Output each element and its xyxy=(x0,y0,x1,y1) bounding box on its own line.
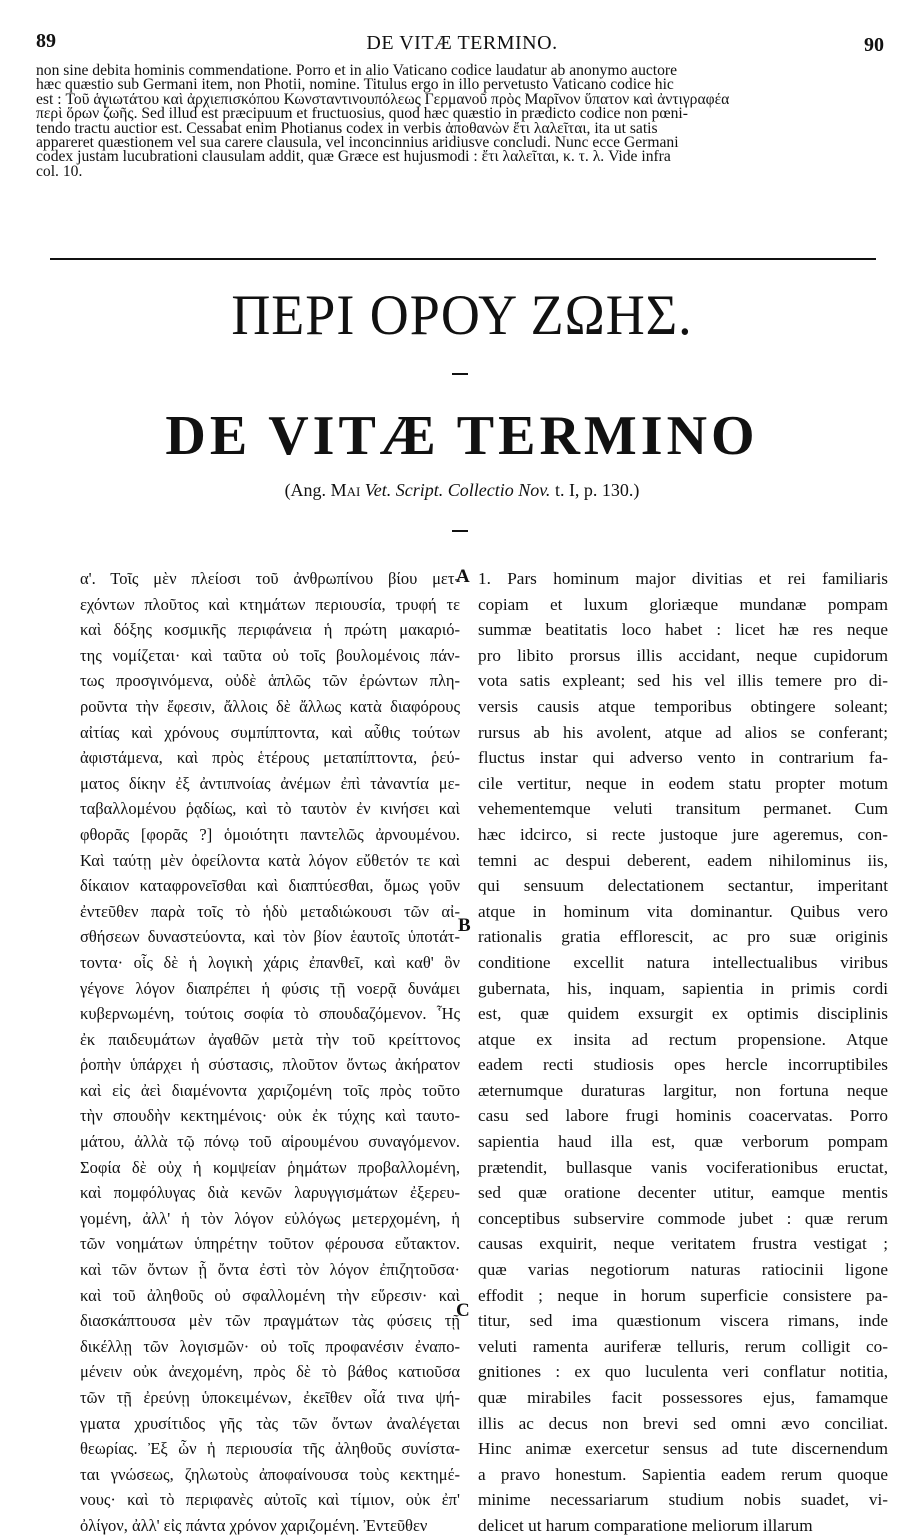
greek-text-line: της νομίζεται· καὶ ταῦτα οὐ τοῖς βουλομένοις πάν- xyxy=(80,645,460,665)
latin-text-line: sapientia haud illa est, quæ verborum pompam xyxy=(478,1132,888,1152)
greek-text-line: θεωρίας. Ἐξ ὧν ἡ περιουσία τῆς ἀληθοῦς συνίστα- xyxy=(80,1439,460,1459)
latin-text-line: rationalis gratia efflorescit, ac pro suæ originis xyxy=(478,927,888,947)
latin-text-line: quæ varias negotiorum naturas ratiocinii ligone xyxy=(478,1260,888,1280)
greek-text-line: μένειν οὐκ ἀνεχομένη, πρὸς δὲ τὸ βάθος κατιοῦσα xyxy=(80,1362,460,1382)
greek-text-column xyxy=(80,566,460,1539)
greek-text-line: ται γνώσεως, ζηλωτοὺς ἀποφαίνουσα τοὺς κεκτημέ- xyxy=(80,1464,460,1484)
source-author: Mai xyxy=(330,480,361,500)
greek-text-line: ἐντεῦθεν παρὰ τοῖς τὸ ἡδὺ μεταδιώκουσι τῶν αἰ- xyxy=(80,901,460,921)
latin-text-line: quæ mirabiles facit possessores ejus, famamque xyxy=(478,1388,888,1407)
latin-text-line: illis ac decus non brevi sed omni ævo conciliat. xyxy=(478,1413,888,1433)
greek-text-line: καὶ πομφόλυγας διὰ κενῶν λαρυγγισμάτων ἐξερευ- xyxy=(80,1183,460,1203)
latin-text-line: summæ beatitatis loco habet : licet hæ res neque xyxy=(478,620,888,640)
greek-text-line: εχόντων πλοῦτος καὶ κτημάτων περιουσία, τρυφή τε xyxy=(80,594,460,614)
greek-text-line: γομένη, ἀλλ' ἡ τὸν λόγον εὐλόγως μετερχομένη, ἡ xyxy=(80,1208,460,1228)
greek-text-line: ματος δίκην ἐξ ἀντιπνοίας ἀνέμων ἐπὶ τἀναντία με- xyxy=(80,773,460,793)
greek-text-line: δίκαιον καταφρονεῖσθαι καὶ διαπτύεσθαι, ὅμως γοῦν xyxy=(80,876,460,896)
greek-text-line: φθορᾶς [φορᾶς ?] ὁμοιότητι παντελῶς ἀρνουμένου. xyxy=(80,824,460,844)
latin-text-line: atque in hominum vita dominantur. Quibus vero xyxy=(478,901,888,921)
latin-text-line: qui sensuum delectationem sectantur, imperitant xyxy=(478,876,888,896)
note-line: hæc quæstio sub Germani item, non Photii, nomine. Titulus ergo in illo pervetusto Vaticano codice hic xyxy=(36,76,674,94)
latin-text-line: conceptibus subservire commode jubet : quæ rerum xyxy=(478,1208,888,1228)
margin-marker-a: A xyxy=(456,566,470,587)
latin-text-line: versis causis atque temporibus obtingere soleant; xyxy=(478,696,888,716)
latin-text-line: æternumque duraturas largitur, non fortuna neque xyxy=(478,1080,888,1100)
latin-text-line: minime necessariarum studium nobis suadet, vi- xyxy=(478,1490,888,1510)
greek-text-line: αἰτίας καὶ χρόνους συμπίπτοντα, καὶ αὖθις τούτων xyxy=(80,722,460,742)
greek-text-line: ταβαλλομένου ῥᾳδίως, καὶ τὸ ταυτὸν ἐν κινήσει καὶ xyxy=(80,799,460,819)
right-column-number: 90 xyxy=(864,34,884,56)
margin-marker-c: C xyxy=(456,1300,470,1321)
latin-text-line: a pravo honestum. Sapientia eadem rerum quoque xyxy=(478,1464,888,1484)
latin-text-line: est, quæ quidem exsurgit ex optimis disciplinis xyxy=(478,1004,888,1024)
left-column-number: 89 xyxy=(36,30,56,52)
latin-text-line: vehementemque veluti transitum permanet. Cum xyxy=(478,799,888,819)
subtitle-dash xyxy=(452,530,468,532)
greek-text-line: γέγονε λόγον διαπρέπει ἡ φύσις τῇ νοερᾷ δυνάμει xyxy=(80,978,460,998)
latin-text-line: temni ac despui deberent, eadem nihilominus iis, xyxy=(478,850,888,870)
latin-text-line: prætendit, bullasque vanis vociferationibus eructat, xyxy=(478,1157,888,1177)
latin-text-line: Hinc animæ exercetur sensus ad tute discernendum xyxy=(478,1439,888,1459)
greek-text-line: καὶ τοῦ ἀληθοῦς οὐ σφαλλομένη τὴν εὕρεσιν· καὶ xyxy=(80,1285,460,1305)
greek-text-line: ροῦντα τὴν ἔφεσιν, ἄλλοις δὲ ἄλλως κατὰ διαφόρους xyxy=(80,696,460,716)
source-work: Vet. Script. Collectio Nov. xyxy=(364,480,551,500)
latin-text-line: conditione excellit natura intellectualibus viribus xyxy=(478,952,888,972)
greek-text-line: καὶ εἰς ἀεὶ διαμένοντα χαριζομένη τοῖς πρὸς τοῦτο xyxy=(80,1080,460,1100)
latin-text-line: veluti ramenta auriferæ telluris, rerum colligit co- xyxy=(478,1336,888,1356)
margin-marker-b: B xyxy=(458,915,471,936)
latin-text-line: eadem recti studiosis opes hercle incorruptibiles xyxy=(478,1055,888,1075)
latin-text-line: sed quæ oratione decenter utitur, eamque mentis xyxy=(478,1183,888,1203)
greek-text-line: δικέλλῃ τῶν λογισμῶν· οὐ τοῖς προφανέσιν ἐναπο- xyxy=(80,1336,460,1356)
latin-text-column xyxy=(478,566,888,1539)
note-line: tendo tractu auctior est. Cessabat enim Photianus codex in verbis ἀποθανὼν ἔτι λαλεῖται, ita ut satis xyxy=(36,119,658,137)
greek-text-line: καὶ τῶν ὄντων ᾗ ὄντα ἐστὶ τὸν λόγον ἐπιζητοῦσα· xyxy=(80,1260,460,1280)
title-dash xyxy=(452,373,468,375)
greek-text-line: ὀλίγον, ἀλλ' εἰς πάντα χρόνον χαριζομένη. Ἐντεῦθεν xyxy=(80,1515,428,1535)
greek-text-line: ἀφιστάμενα, καὶ πρὸς ἑτέρους μεταπίπτοντα, ῥεύ- xyxy=(80,748,460,768)
greek-text-line: νους· καὶ τὸ περιφανὲς αὐτοῖς καὶ τίμιον, οὐκ ἐπ' xyxy=(80,1490,460,1510)
source-volume-page: t. I, p. 130.) xyxy=(550,480,640,500)
greek-text-line: τῶν τῇ ἐρεύνῃ ὑποκειμένων, ἐκεῖθεν οἷά τινα ψή- xyxy=(80,1388,460,1407)
latin-title: DE VITÆ TERMINO xyxy=(165,405,759,467)
latin-text-line: delicet ut harum comparatione meliorum illarum xyxy=(478,1515,813,1535)
latin-text-line: gnitiones : ex quo luculenta veri conflatur notitia, xyxy=(478,1362,888,1382)
running-title: DE VITÆ TERMINO. xyxy=(366,32,558,54)
running-head xyxy=(0,30,924,58)
editorial-note xyxy=(36,64,888,179)
note-line: est : Τοῦ ἁγιωτάτου καὶ ἀρχιεπισκόπου Κωνσταντινουπόλεως Γερμανοῦ πρὸς Μαρῖνον ὕπατον καὶ ἀντιγραφέα xyxy=(36,90,730,108)
latin-text-line: rursus ab his avolent, atque ad alios se conferant; xyxy=(478,722,888,742)
note-line: col. 10. xyxy=(36,162,83,180)
latin-text-line: casu sed labore frugi hominis coacervatas. Porro xyxy=(478,1106,888,1126)
note-line: non sine debita hominis commendatione. Porro et in alio Vaticano codice laudatur ab anonymo auctore xyxy=(36,62,678,79)
greek-text-line: τοντα· οἷς δὲ ἡ λογικὴ χάρις ἐπανθεῖ, καὶ καθ' ὃν xyxy=(80,952,460,972)
latin-text-line: effodit ; neque in horum superficie consistere pa- xyxy=(478,1285,888,1305)
greek-text-line: τῶν νοημάτων ὑπηρέτην τοῦτον φέρουσα εὔτακτον. xyxy=(80,1234,460,1254)
latin-text-line: atque ex insita ad rectum propensione. Atque xyxy=(478,1029,888,1049)
greek-text-line: γματα χρυσίτιδος γῆς τὰς τῶν ὄντων ἀναλέγεται xyxy=(80,1413,460,1433)
latin-text-line: causas exquirit, neque veritatem frustra vestigat ; xyxy=(478,1234,888,1254)
note-line: περὶ ὅρων ζωῆς. Sed illud est præcipuum et fructuosius, quod hæc quæstio in prædicto codice non pœni- xyxy=(36,105,688,123)
note-line: appareret quæstionem vel sua carere clausula, vel inconcinnius aridiusve concludi. Nunc ecce Germani xyxy=(36,134,679,152)
greek-text-line: ἐκ παιδευμάτων ἀγαθῶν μετὰ τὴν τοῦ κρείττονος xyxy=(80,1029,460,1049)
latin-text-line: titur, sed ima quæstionum viscera rimans, inde xyxy=(478,1311,888,1331)
latin-text-line: 1. Pars hominum major divitias et rei familiaris xyxy=(478,569,888,588)
greek-text-line: α'. Τοῖς μὲν πλείοσι τοῦ ἀνθρωπίνου βίου μετ- xyxy=(80,569,460,588)
latin-text-line: cile vertitur, neque in eodem statu propter motum xyxy=(478,773,888,793)
greek-text-line: τως προσγινόμενα, οὐδὲ ἁπλῶς τῶν ἐρώντων πλη- xyxy=(80,671,460,691)
source-reference xyxy=(0,480,924,501)
latin-text-line: hæc idcirco, si recte justoque jure ageremus, con- xyxy=(478,824,888,844)
latin-text-line: copiam et luxum gloriæque mundanæ pompam xyxy=(478,594,888,614)
greek-text-line: κυβερνωμένη, τούτοις σοφία τὸ σπουδαζόμενον. Ἧς xyxy=(80,1004,460,1024)
greek-text-line: ῥοπὴν ὑπάρχει ἡ σύστασις, πλοῦτον ὄντως ἀκήρατον xyxy=(80,1055,460,1075)
greek-text-line: καὶ δόξης κοσμικῆς περιφάνεια ἡ πρώτη μακαριό- xyxy=(80,620,460,640)
greek-text-line: Καὶ ταύτῃ μὲν ὀφείλοντα κατὰ λόγον εὔθετόν τε καὶ xyxy=(80,850,460,870)
latin-text-line: pro libito prorsus illis accidant, neque cupidorum xyxy=(478,645,888,665)
greek-text-line: σθήσεων δυναστεύοντα, καὶ τὸν βίον ἑαυτοῖς ὑποτάτ- xyxy=(80,927,460,947)
latin-text-line: vota satis expleant; sed his vel illis temere pro di- xyxy=(478,671,888,691)
greek-text-line: μάτου, ἀλλὰ τῷ πόνῳ τοῦ αἱρουμένου συναγόμενον. xyxy=(80,1132,460,1152)
source-open: (Ang. xyxy=(284,480,331,500)
greek-text-line: Σοφία δὲ οὐχ ἡ κομψείαν ῥημάτων προβαλλομένη, xyxy=(80,1157,460,1177)
greek-text-line: διασκάπτουσα μὲν τῶν πραγμάτων τὰς φύσεις τῇ xyxy=(80,1311,460,1331)
latin-text-line: fluctus instar qui adverso vento in contrarium fa- xyxy=(478,748,888,768)
note-line: codex justam lucubrationi clausulam addit, quæ Græce est hujusmodi : ἔτι λαλεῖται, κ. τ. λ. Vide infra xyxy=(36,148,671,166)
latin-text-line: gubernata, his, inquam, sapientia in primis cordi xyxy=(478,978,888,998)
greek-title: ΠΕΡΙ ΟΡΟΥ ΖΩΗΣ. xyxy=(231,283,693,347)
section-divider-rule xyxy=(50,258,876,260)
greek-text-line: τὴν σπουδὴν κεκτημένοις· οὐκ ἐκ τύχης καὶ ταυτο- xyxy=(80,1106,460,1126)
